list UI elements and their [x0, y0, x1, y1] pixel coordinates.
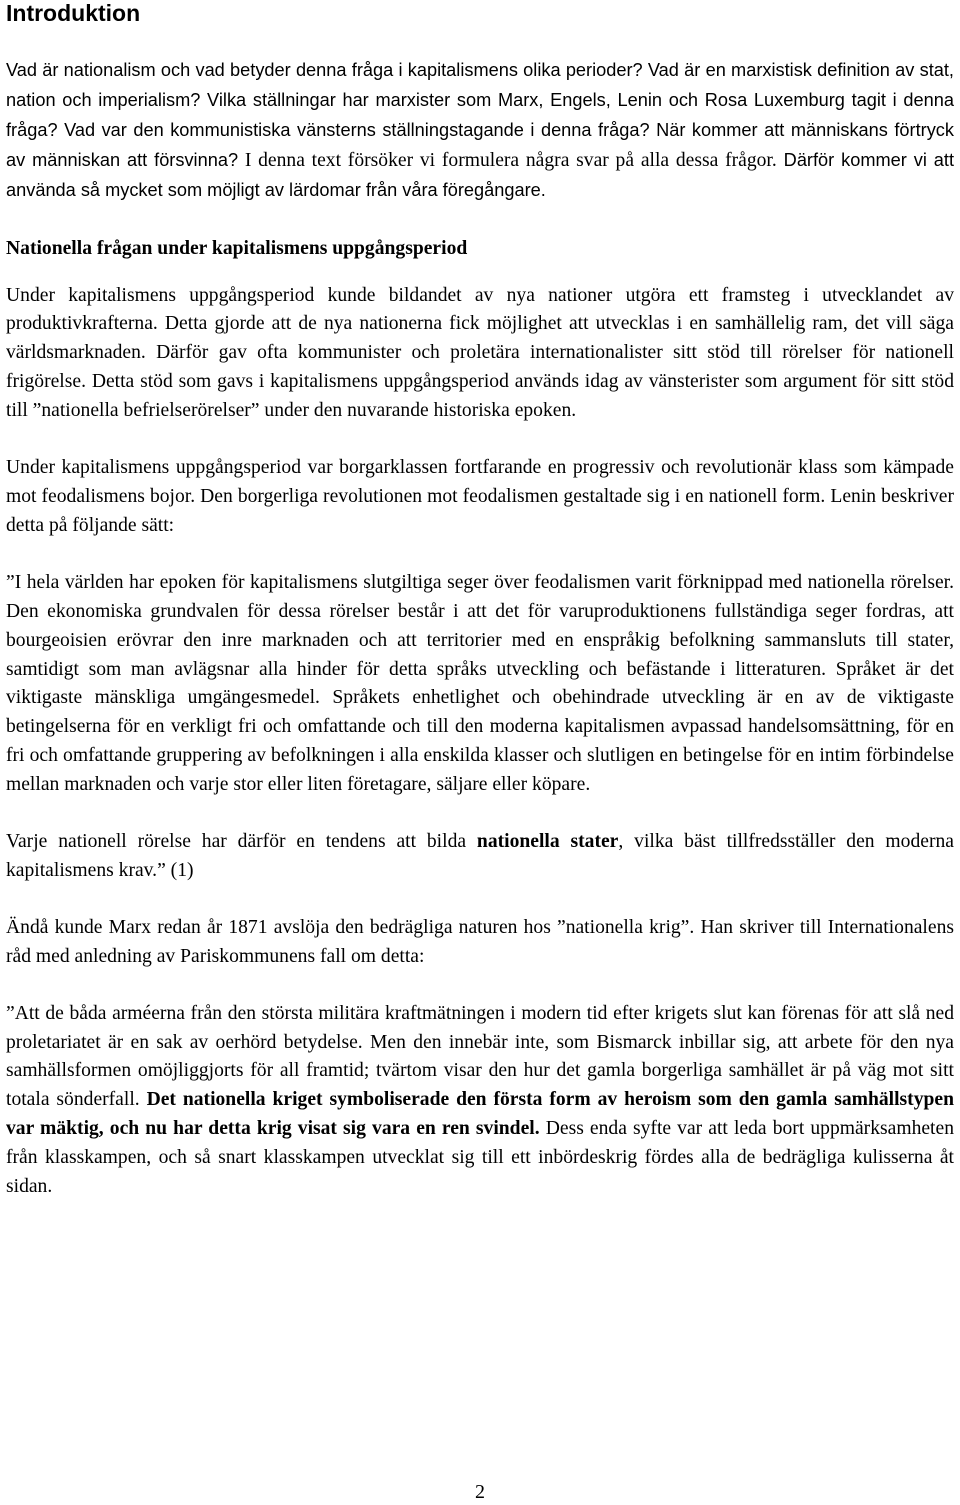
- quote-text: Dess enda syfte var att leda bort uppmärksamheten från klasskampen, och så snart klasskampen utvecklat sig till ett inbördeskrig fördes alla de bedrägliga kulisserna åt sidan.: [6, 1118, 954, 1198]
- intro-questions: Vad är nationalism och vad betyder denna fråga i kapitalismens olika perioder? Vad är en marxistisk definition av stat, nation och imperialism? Vilka ställningar har marxister som Marx, Engels, Lenin och Rosa Luxemburg tagit i denna fråga? Vad var den kommunistiska vänsterns ställningstagande i denna fråga? När kommer att människans förtryck av människan att försvinna?: [6, 60, 954, 170]
- document-page: [6, 0, 954, 1202]
- lenin-quote: ”I hela världen har epoken för kapitalismens slutgiltiga seger över feodalismen varit förknippad med nationella rörelser. Den ekonomiska grundvalen för dessa rörelser består i att det för varuproduktionens fullständiga seger fordras, att bourgeoisien erövrar den inre marknaden och att territorier med en enspråkig befolkning sammansluts till stater, samtidigt som man avlägsnar alla hinder för detta språks utveckling och befästande i litteraturen. Språket är det viktigaste mänskliga umgängesmedel. Språkets enhetlighet och obehindrade utveckling är en av de viktigaste betingelserna för en verkligt fri och omfattande och till den moderna kapitalismen avpassad handelsomsättning, för en fri och omfattande gruppering av befolkningen i alla enskilda klasser och slutligen en betingelse för en intim förbindelse mellan marknaden och varje stor eller liten företagare, säljare eller köpare.: [6, 571, 954, 796]
- section-heading: Introduktion: [6, 0, 141, 26]
- intro-purpose: I denna text försöker vi formulera några svar på alla dessa frågor.: [238, 149, 777, 171]
- quote-emphasis: nationella stater: [476, 831, 619, 853]
- quote-text: , vilka bäst tillfredsställer den moderna kapitalismens krav.” (1): [6, 831, 954, 881]
- marx-quote: [6, 1000, 954, 1202]
- quote-emphasis: Det nationella kriget symboliserade den första form av heroism som den gamla samhällstypen var mäktig, och nu har detta krig visat sig vara en ren svindel.: [6, 1089, 954, 1140]
- intro-paragraph: [6, 56, 954, 206]
- quote-text: ”Att de båda arméerna från den största militära kraftmätningen i modern tid efter krigets slut kan förenas för att slå ned proletariatet är en sak av oerhörd betydelse. Men den innebär inte, som Bismarck inbillar sig, att arbete för den nya samhällsformen omöjliggjorts för all framtid; tvärtom visar den hur det gamla borgerliga samhället är på väg mot sitt totala sönderfall.: [6, 1002, 954, 1111]
- body-paragraph: Under kapitalismens uppgångsperiod kunde bildandet av nya nationer utgöra ett framsteg i utvecklandet av produktivkrafterna. Detta gjorde att de nya nationerna fick möjlighet att utvecklas i en samhällelig ram, det vill säga världsmarknaden. Därför gav ofta kommunister och proletära internationalister sitt stöd till rörelser för nationell frigörelse. Detta stöd som gavs i kapitalismens uppgångsperiod används idag av vänsterister som argument för sitt stöd till ”nationella befrielserörelser” under den nuvarande historiska epoken.: [6, 284, 954, 422]
- body-paragraph: Ändå kunde Marx redan år 1871 avslöja den bedrägliga naturen hos ”nationella krig”. Han skriver till Internationalens råd med anledning av Pariskommunens fall om detta:: [6, 916, 954, 967]
- quote-text: Varje nationell rörelse har därför en tendens att bilda: [6, 831, 477, 853]
- body-paragraph: Under kapitalismens uppgångsperiod var borgarklassen fortfarande en progressiv och revolutionär klass som kämpade mot feodalismens bojor. Den borgerliga revolutionen mot feodalismen gestaltade sig i en nationell form. Lenin beskriver detta på följande sätt:: [6, 457, 954, 536]
- intro-closing: Därför kommer vi att använda så mycket som möjligt av lärdomar från våra föregångare.: [6, 149, 955, 200]
- lenin-quote-continued: [6, 828, 954, 886]
- subheading: Nationella frågan under kapitalismens uppgångsperiod: [6, 237, 468, 259]
- page-number: 2: [475, 1481, 485, 1503]
